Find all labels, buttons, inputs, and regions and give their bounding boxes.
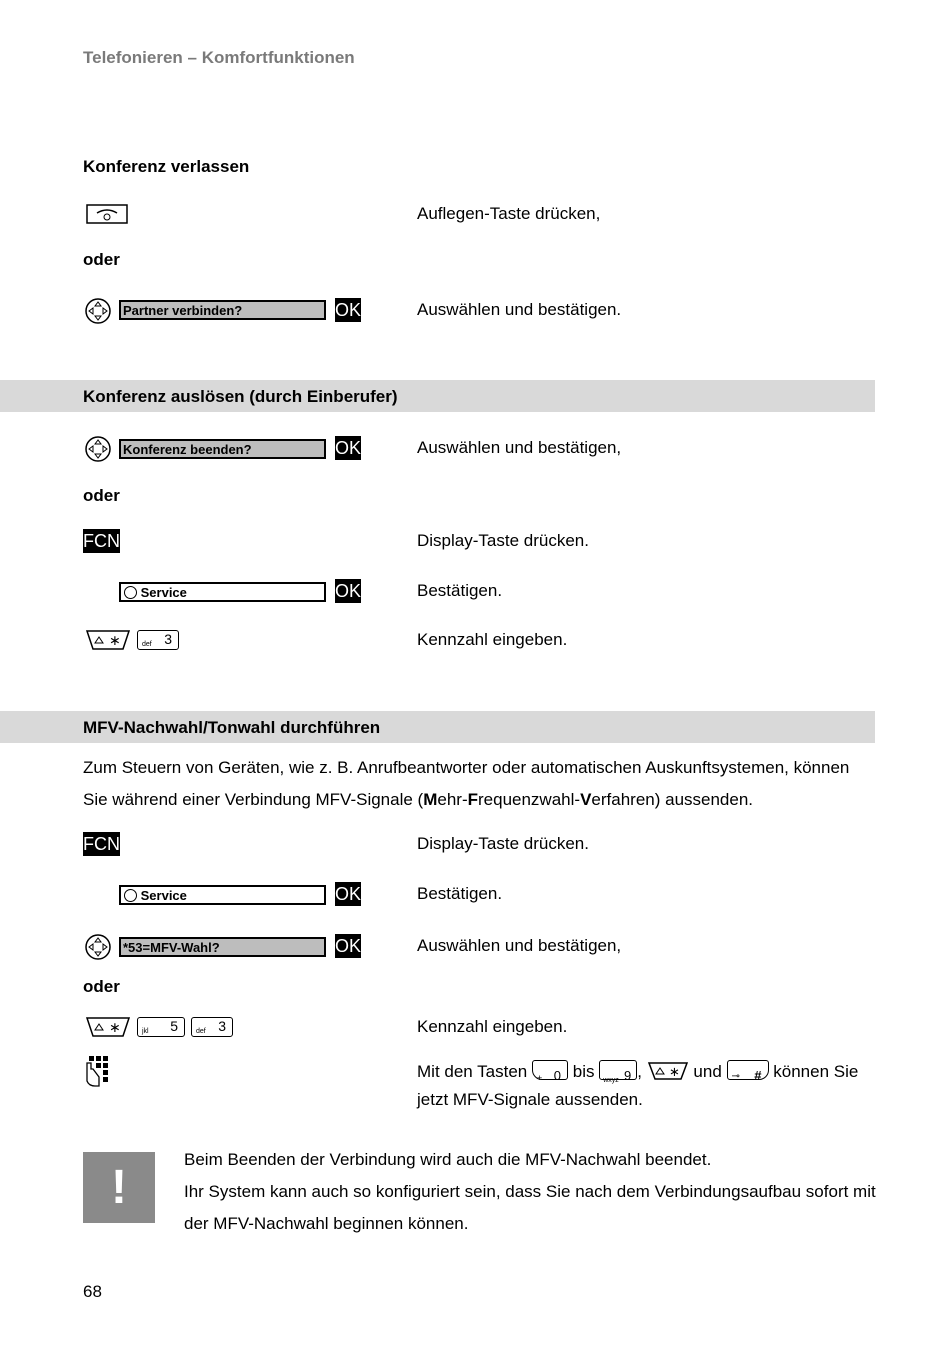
display-service: Service [119,885,326,905]
page-number: 68 [83,1282,102,1301]
navigation-key-icon [84,297,112,325]
hash-key-icon: ⊸ # [727,1060,769,1080]
section-band [0,380,875,412]
instruction-text: Auswählen und bestätigen, [417,438,622,457]
note-text: Beim Beenden der Verbindung wird auch die MFV-Nachwahl beendet. Ihr System kann auch so konfiguriert sein, dass Sie nach dem Verbindungsaufbau sofort mit der MFV-Nachwahl beginnen können. [184,1150,876,1233]
warning-icon: ! [83,1152,155,1223]
display-service: Service [119,582,326,602]
instruction-text: Bestätigen. [417,581,503,600]
section-band [0,711,875,743]
instruction-text: Kennzahl eingeben. [417,1017,568,1036]
oder-label: oder [83,977,120,996]
ok-key-icon: OK [335,884,362,904]
instruction-text: Display-Taste drücken. [417,834,589,853]
ok-key-icon: OK [335,581,362,601]
intro-paragraph: Zum Steuern von Geräten, wie z. B. Anrufbeantworter oder automatischen Auskunftsystemen, können Sie während einer Verbindung MFV-Signale (Mehr-Frequenzwahl-Verfahren) aussenden. [83,758,850,809]
display-partner-verbinden: Partner verbinden? [119,300,326,320]
display-mfv-wahl: *53=MFV-Wahl? [119,937,326,957]
section-title-mfv-nachwahl: MFV-Nachwahl/Tonwahl durchführen [83,718,381,737]
radio-circle-icon [124,586,137,599]
navigation-key-icon [84,435,112,463]
instruction-text: Display-Taste drücken. [417,531,589,550]
star-key-icon [647,1061,689,1081]
keys-sentence: Mit den Tasten + 0 bis wxyz 9 , ∗ und ⊸ # können Sie [417,1056,877,1088]
instruction-text: Auswählen und bestätigen, [417,936,622,955]
section-title-konferenz-ausloesen: Konferenz auslösen (durch Einberufer) [83,387,398,406]
fcn-key-icon: FCN [83,531,120,551]
svg-text:∗: ∗ [109,633,121,649]
star-key-icon [85,629,131,651]
instruction-text: Bestätigen. [417,884,503,903]
section-title-konferenz-verlassen: Konferenz verlassen [83,157,250,176]
svg-text:∗: ∗ [668,1065,680,1080]
key-3: def 3 [191,1017,233,1037]
instruction-text: Auswählen und bestätigen. [417,300,622,319]
radio-circle-icon [124,889,137,902]
instruction-text: Auflegen-Taste drücken, [417,204,601,223]
instruction-text: jetzt MFV-Signale aussenden. [417,1090,643,1109]
ok-key-icon: OK [335,438,362,458]
ok-key-icon: OK [335,936,362,956]
oder-label: oder [83,486,120,505]
ok-key-icon: OK [335,300,362,320]
instruction-text: Kennzahl eingeben. [417,630,568,649]
svg-text:∗: ∗ [109,1020,121,1036]
hangup-key-icon [85,203,129,225]
key-9: wxyz 9 [599,1060,637,1080]
key-symbol-icon: ⊸ [731,1071,740,1082]
key-5: jkl 5 [137,1017,185,1037]
key-0: + 0 [532,1060,568,1080]
navigation-key-icon [84,933,112,961]
star-key-icon [85,1016,131,1038]
keypad-hand-icon [85,1055,115,1087]
key-3: def 3 [137,630,179,650]
running-header: Telefonieren – Komfortfunktionen [83,48,355,67]
display-konferenz-beenden: Konferenz beenden? [119,439,326,459]
fcn-key-icon: FCN [83,834,120,854]
oder-label: oder [83,250,120,269]
